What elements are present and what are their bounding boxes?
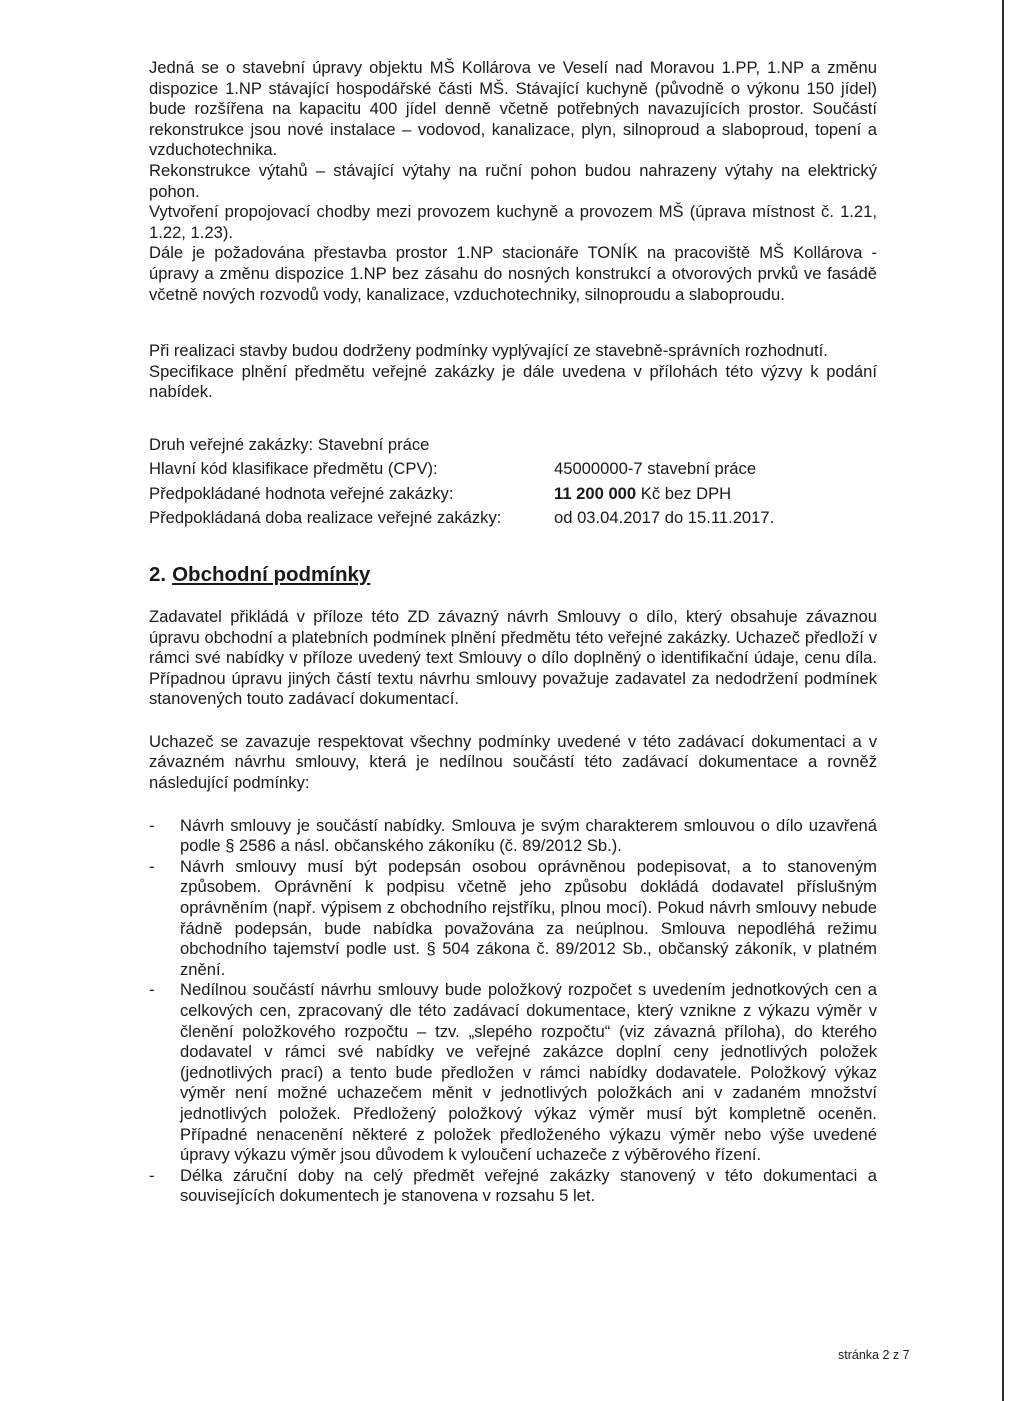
- fact-value-value: [554, 484, 877, 505]
- page-edge-line: [1002, 0, 1004, 1401]
- page-number: stránka 2 z 7: [838, 1348, 910, 1362]
- document-page: [149, 58, 877, 1207]
- fact-duration-label: Předpokládaná doba realizace veřejné zakázky:: [149, 508, 502, 528]
- list-item: [149, 1166, 877, 1207]
- intro-paragraph-2: Rekonstrukce výtahů – stávající výtahy na ruční pohon budou nahrazeny výtahy na elektrický pohon.: [149, 160, 877, 201]
- realization-paragraph-2: Specifikace plnění předmětu veřejné zakázky je dále uvedena v přílohách této výzvy k podání nabídek.: [149, 361, 877, 402]
- realization-paragraph-1: Při realizaci stavby budou dodrženy podmínky vyplývající ze stavebně-správních rozhodnutí.: [149, 341, 828, 361]
- intro-paragraph-1: Jedná se o stavební úpravy objektu MŠ Kollárova ve Veselí nad Moravou 1.PP, 1.NP a změnu dispozice 1.NP stávající hospodářské části MŠ. Stávající kuchyně (původně o výkonu 150 jídel) bude rozšířena na kapacitu 400 jídel denně včetně potřebných navazujících prostor. Součástí rekonstrukce jsou nové instalace – vodovod, kanalizace, plyn, silnoproud a slaboproud, topení a vzduchotechnika.: [149, 58, 877, 160]
- list-item-text: Délka záruční doby na celý předmět veřejné zakázky stanovený v této dokumentaci a souvisejících dokumentech je stanovena v rozsahu 5 let.: [180, 1165, 877, 1206]
- section-paragraph-1: Zadavatel přikládá v příloze této ZD závazný návrh Smlouvy o dílo, který obsahuje závaznou úpravu obchodní a platebních podmínek plnění předmětu této veřejné zakázky. Uchazeč předloží v rámci své nabídky v příloze uvedený text Smlouvy o dílo doplněný o identifikační údaje, cenu díla. Případnou úpravu jiných částí textu návrhu smlouvy považuje zadavatel za nedodržení podmínek stanovených touto zadávací dokumentací.: [149, 606, 877, 709]
- fact-row-cpv: [149, 459, 877, 484]
- list-bullet: -: [149, 856, 155, 876]
- fact-value-amount: 11 200 000: [554, 483, 637, 503]
- conditions-list: [149, 816, 877, 1207]
- section-paragraph-2: Uchazeč se zavazuje respektovat všechny podmínky uvedené v této zadávací dokumentaci a v závazném návrhu smlouvy, která je nedílnou součástí této zadávací dokumentace a rovněž následující podmínky:: [149, 731, 877, 793]
- list-item: [149, 857, 877, 981]
- section-title: Obchodní podmínky: [172, 562, 371, 586]
- section-heading: [149, 563, 877, 587]
- contract-facts: [149, 435, 877, 533]
- fact-row-duration: [149, 508, 877, 533]
- list-item: [149, 816, 877, 857]
- section-number: 2.: [149, 562, 167, 586]
- intro-paragraph-4: Dále je požadována přestavba prostor 1.NP stacionáře TONÍK na pracoviště MŠ Kollárova - úpravy a změnu dispozice 1.NP bez zásahu do nosných konstrukcí a otvorových prvků ve fasádě včetně nových rozvodů vody, kanalizace, vzduchotechniky, silnoproudu a slaboproudu.: [149, 243, 877, 304]
- list-bullet: -: [149, 1165, 155, 1185]
- list-item-text: Návrh smlouvy musí být podepsán osobou oprávněnou podepisovat, a to stanoveným způsobem. Oprávnění k podpisu včetně jeho způsobu dokládá dodavatel příslušným oprávněním (např. výpisem z obchodního rejstříku, plnou mocí). Pokud návrh smlouvy nebude řádně podepsán, bude nabídka považována za neúplnou. Smlouva nepodléhá režimu obchodního tajemství podle ust. § 504 zákona č. 89/2012 Sb., občanský zákoník, v platném znění.: [180, 856, 877, 979]
- list-bullet: -: [149, 815, 155, 835]
- list-item-text: Návrh smlouvy je součástí nabídky. Smlouva je svým charakterem smlouvou o dílo uzavřená podle § 2586 a násl. občanského zákoníku (č. 89/2012 Sb.).: [180, 815, 877, 856]
- fact-type: Druh veřejné zakázky: Stavební práce: [149, 434, 430, 454]
- fact-row-type: [149, 435, 877, 460]
- list-item-text: Nedílnou součástí návrhu smlouvy bude položkový rozpočet s uvedením jednotkových cen a celkových cen, zpracovaný dle této zadávací dokumentace, který vznikne z výkazu výměr v členění položkového rozpočtu – tzv. „slepého rozpočtu“ (viz závazná příloha), do kterého dodavatel v rámci své nabídky ve veřejné zakázce doplní ceny jednotlivých položek (jednotlivých prací) a tento bude předložen v rámci nabídky dodavatele. Položkový výkaz výměr není možné uchazečem měnit v jednotlivých položkách ani v zadaném množství jednotlivých položek. Předložený položkový výkaz výměr musí být kompletně oceněn. Případné nenacenění některé z položek předloženého výkazu výměr nebo výše uvedené úpravy výkazu výměr jsou důvodem k vyloučení uchazeče z výběrového řízení.: [180, 980, 877, 1165]
- fact-value-label: Předpokládané hodnota veřejné zakázky:: [149, 483, 454, 503]
- list-item: [149, 980, 877, 1165]
- fact-value-suffix: Kč bez DPH: [636, 483, 732, 503]
- fact-cpv-value: 45000000-7 stavební práce: [554, 459, 757, 479]
- intro-paragraph-3: Vytvoření propojovací chodby mezi provozem kuchyně a provozem MŠ (úprava místnost č. 1.21, 1.22, 1.23).: [149, 202, 877, 242]
- fact-cpv-label: Hlavní kód klasifikace předmětu (CPV):: [149, 459, 438, 479]
- fact-duration-value: od 03.04.2017 do 15.11.2017.: [554, 508, 775, 528]
- fact-row-value: [149, 484, 877, 509]
- list-bullet: -: [149, 980, 155, 1000]
